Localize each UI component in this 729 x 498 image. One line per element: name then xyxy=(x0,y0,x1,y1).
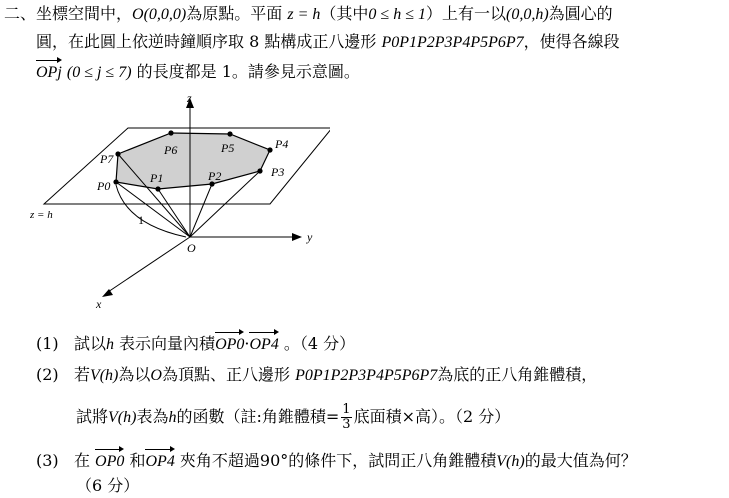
h-range: 0 ≤ h ≤ 1 xyxy=(368,6,426,23)
volume-function: V(h) xyxy=(496,453,525,470)
axis-x-label: x xyxy=(96,297,102,311)
question-text: 和 xyxy=(129,451,146,470)
question-text: 試以 xyxy=(73,334,106,353)
point-label-p0: P0 xyxy=(97,179,111,193)
plane-label: z = h xyxy=(30,209,53,221)
vertex-o: O xyxy=(150,367,162,384)
section-marker: 二、 xyxy=(4,4,37,23)
intro-text: 圓，在此圓上依逆時鐘順序取 8 點構成正八邊形 xyxy=(36,32,377,51)
vertex-p6 xyxy=(168,130,173,135)
question-text: 在 xyxy=(73,451,90,470)
length-label: 1 xyxy=(138,213,144,227)
plane-expression: z = h xyxy=(287,6,321,23)
intro-text: ，使得各線段 xyxy=(523,32,620,51)
point-label-p2: P2 xyxy=(208,169,222,183)
octagonal-pyramid-diagram xyxy=(30,92,330,314)
vertex-p7 xyxy=(115,151,120,156)
question-text: 為以 xyxy=(118,365,151,384)
question-number: (1) xyxy=(36,334,59,353)
dot-operator: · xyxy=(244,334,250,353)
vertex-p0 xyxy=(113,179,118,184)
octagon-base xyxy=(116,133,270,189)
vertex-p4 xyxy=(267,147,272,152)
point-label-p6: P6 xyxy=(164,143,178,157)
intro-text: ）上有一以 xyxy=(425,4,506,23)
intro-text: 為原點。平面 xyxy=(186,4,283,23)
question-number: (3) xyxy=(36,451,59,470)
vector-op4: OP4 xyxy=(145,453,175,470)
intro-text: 為圓心的 xyxy=(548,4,613,23)
vertex-p5 xyxy=(227,131,232,136)
volume-function: V(h) xyxy=(108,409,137,426)
fraction-one-third xyxy=(341,403,351,432)
point-label-p7: P7 xyxy=(100,152,114,166)
x-axis xyxy=(108,237,190,292)
variable-h: h xyxy=(168,409,177,426)
question-text: 夾角不超過90°的條件下，試問正八角錐體積 xyxy=(179,451,497,470)
point-label-p4: P4 xyxy=(275,137,289,151)
vertex-p1 xyxy=(155,186,160,191)
vertex-p3 xyxy=(257,168,262,173)
segment-vector: OPj xyxy=(36,64,62,81)
volume-function: V(h) xyxy=(89,367,119,384)
point-label-p3: P3 xyxy=(271,165,285,179)
question-1 xyxy=(36,334,355,355)
octagon-expression: P0P1P2P3P4P5P6P7 xyxy=(295,367,438,384)
fraction-denominator: 3 xyxy=(342,417,351,432)
intro-line-1 xyxy=(4,4,613,25)
axis-z-label: z xyxy=(187,92,192,105)
intro-text: 坐標空間中， xyxy=(36,4,133,23)
question-text: 若 xyxy=(73,365,90,384)
vector-op0: OP0 xyxy=(215,336,245,353)
question-text: 為底的正八角錐體積， xyxy=(437,365,598,384)
axis-y-label: y xyxy=(307,230,313,244)
question-3-line-1 xyxy=(36,451,637,472)
intro-text: 的長度都是 1。請參見示意圖。 xyxy=(136,62,360,81)
y-axis-arrow xyxy=(292,233,302,241)
vector-op0: OP0 xyxy=(95,453,125,470)
point-label-p5: P5 xyxy=(221,141,235,155)
question-text: 試將 xyxy=(76,407,109,426)
question-text: 表為 xyxy=(136,407,169,426)
segment-op2 xyxy=(190,184,212,237)
question-text: 表示向量內積 xyxy=(119,334,216,353)
question-text: 的函數（註:角錐體積= xyxy=(176,407,340,426)
question-text: 的最大值為何？ xyxy=(524,451,637,470)
question-text: （6 分） xyxy=(76,476,140,495)
question-text: 為頂點、正八邊形 xyxy=(161,365,290,384)
point-label-p1: P1 xyxy=(150,171,164,185)
vector-op4: OP4 xyxy=(249,336,279,353)
fraction-numerator: 1 xyxy=(342,402,351,417)
variable-h: h xyxy=(105,336,114,353)
question-text: 。（4 分） xyxy=(283,334,356,353)
intro-text: （其中 xyxy=(320,4,369,23)
segment-op0 xyxy=(116,182,190,237)
origin-label: O xyxy=(187,241,196,255)
center-expression: (0,0,h) xyxy=(505,6,549,23)
question-number: (2) xyxy=(36,365,59,384)
intro-line-2 xyxy=(36,32,620,53)
question-3-line-2 xyxy=(76,476,139,496)
intro-line-3 xyxy=(36,62,360,83)
question-text: 底面積×高）。（2 分） xyxy=(353,407,511,426)
origin-expression: O(0,0,0) xyxy=(132,6,187,23)
octagon-expression: P0P1P2P3P4P5P6P7 xyxy=(381,34,524,51)
question-2-line-1 xyxy=(36,365,597,386)
question-2-line-2 xyxy=(76,399,510,436)
j-range: (0 ≤ j ≤ 7) xyxy=(66,64,132,81)
